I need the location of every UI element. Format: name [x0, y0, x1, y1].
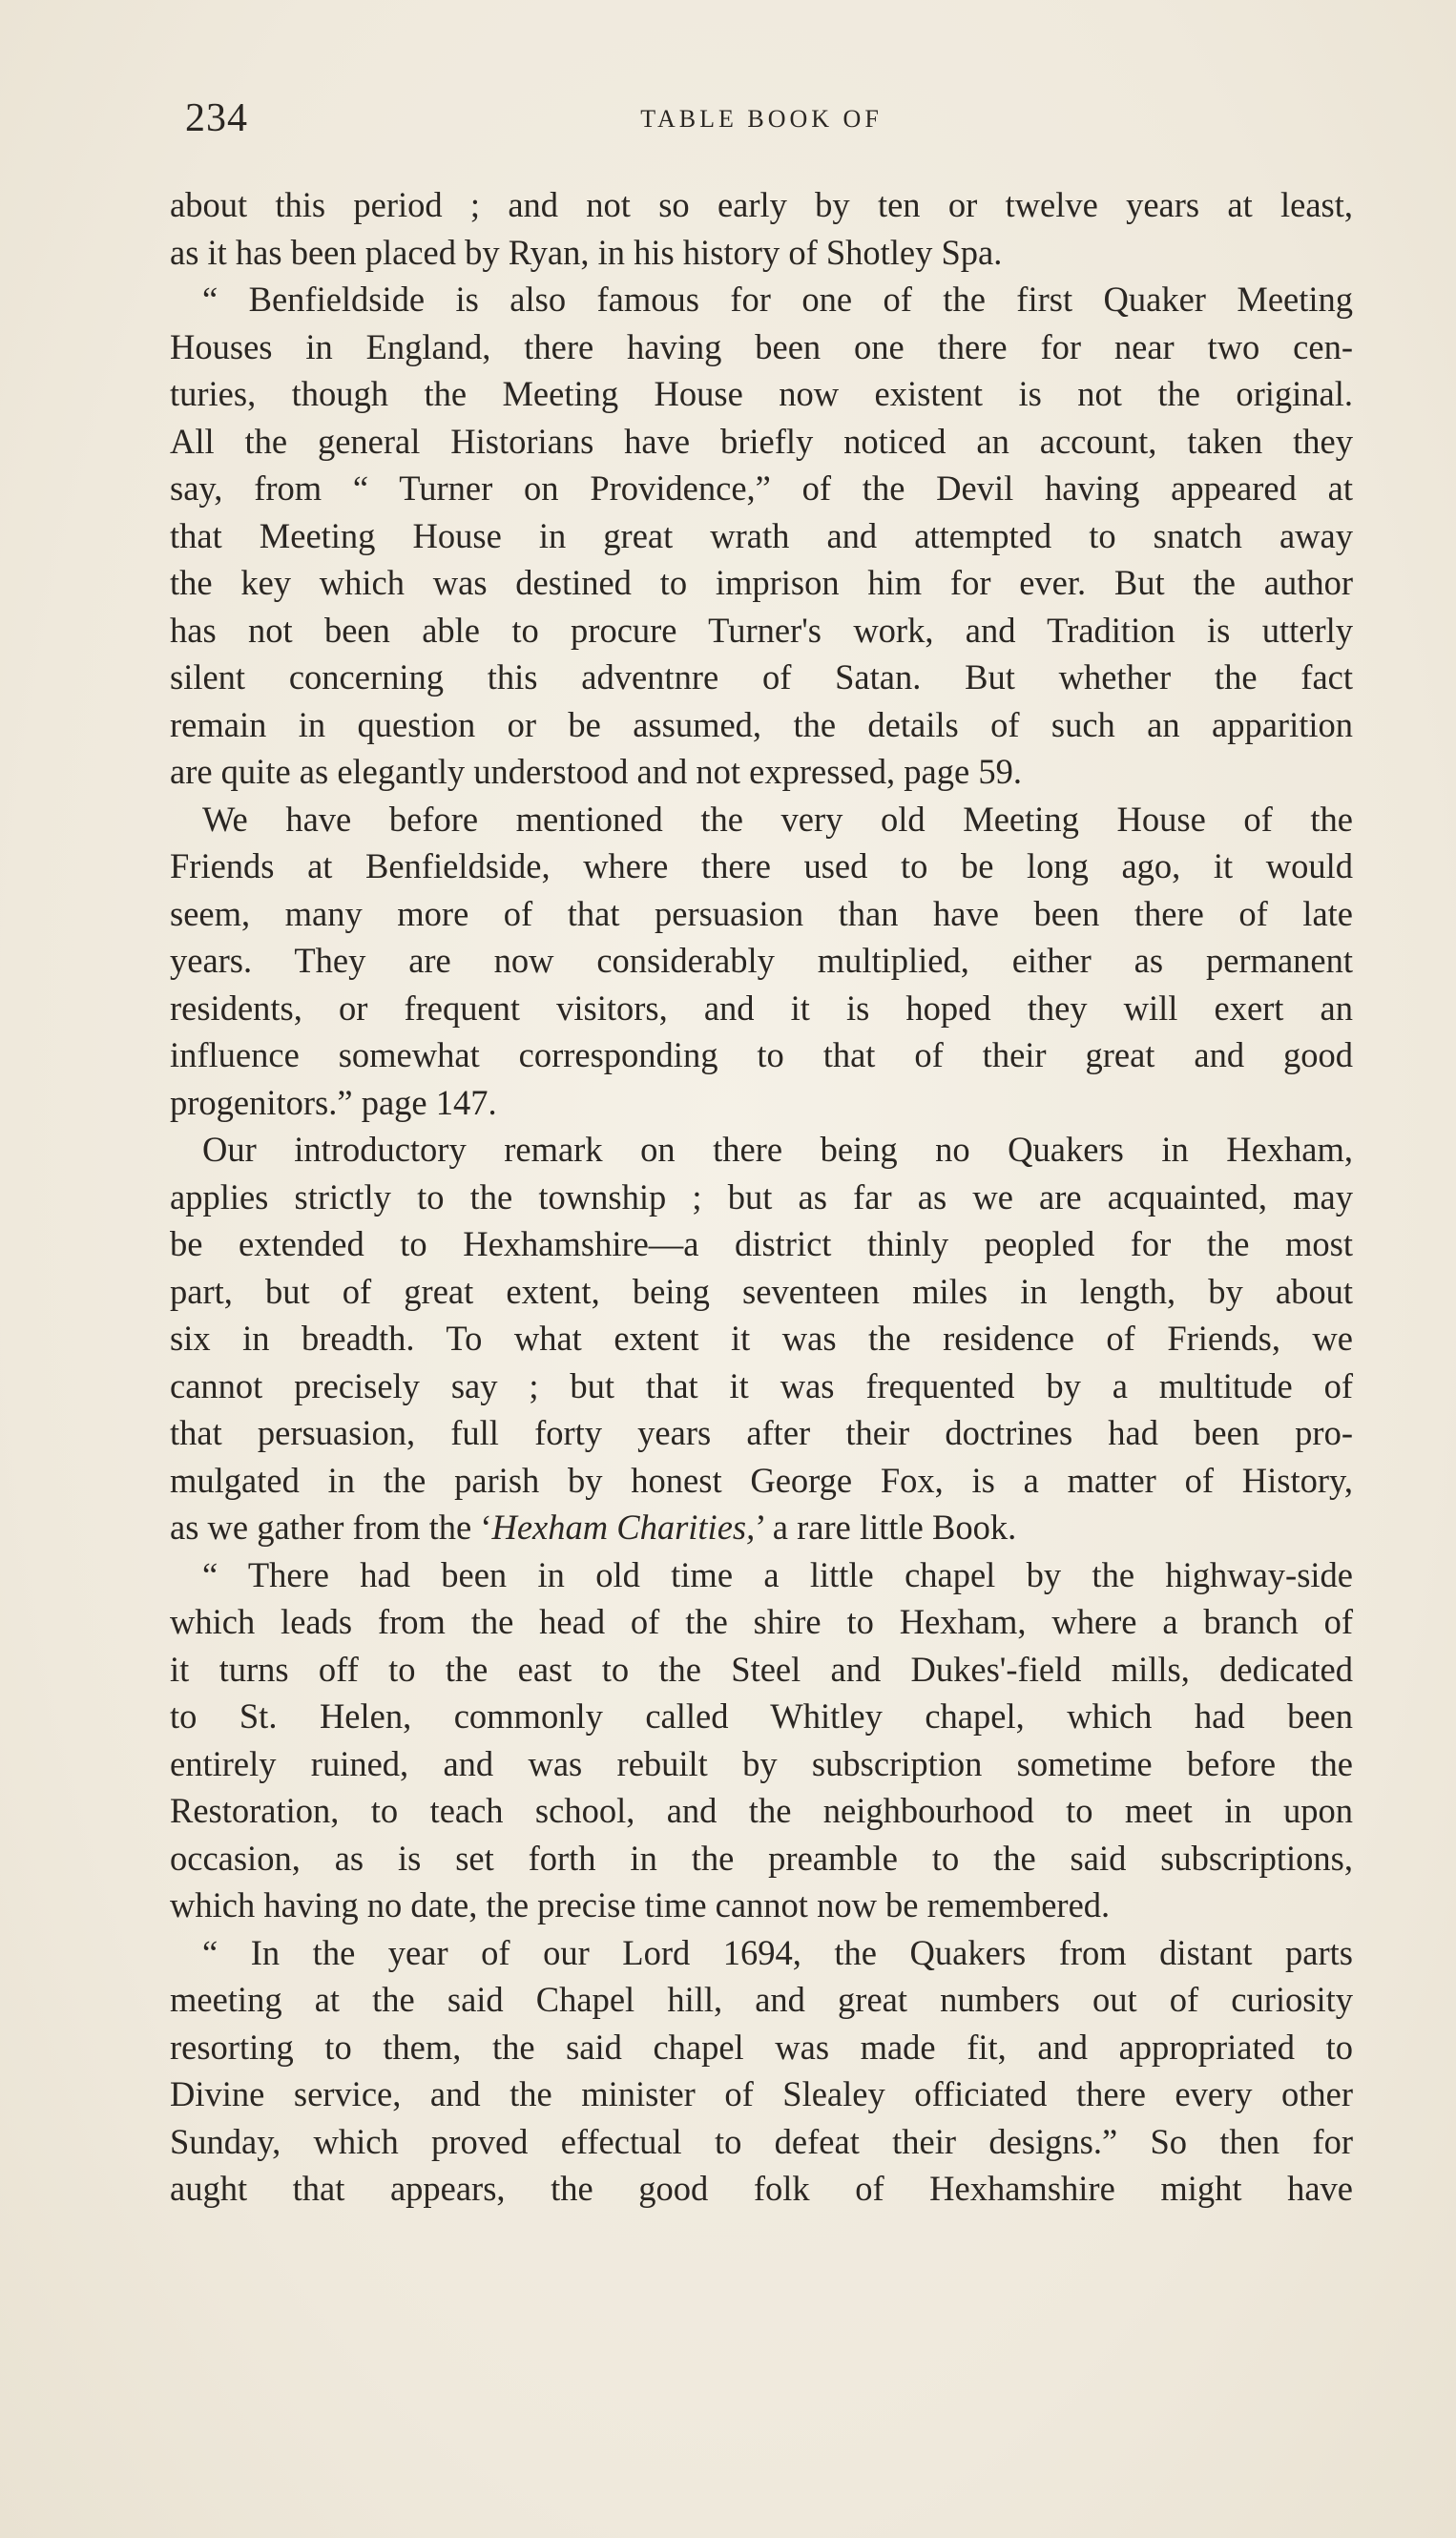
text-line: be extended to Hexhamshire—a district thinly peopled for the most: [170, 1224, 1353, 1263]
text-line: has not been able to procure Turner's work, and Tradition is utterly: [170, 610, 1353, 650]
running-head: [170, 95, 1353, 143]
text-line: aught that appears, the good folk of Hexhamshire might have: [170, 2169, 1353, 2208]
text-line: it turns off to the east to the Steel and Dukes'-field mills, dedicated: [170, 1649, 1353, 1689]
text-line: entirely ruined, and was rebuilt by subscription sometime before the: [170, 1743, 1353, 1783]
text-line: We have before mentioned the very old Meeting House of the: [202, 799, 1353, 839]
text-line: “ There had been in old time a little chapel by the highway-side: [202, 1554, 1353, 1594]
text-line: meeting at the said Chapel hill, and great numbers out of curiosity: [170, 1980, 1353, 2019]
text-line: “ Benfieldside is also famous for one of the first Quaker Meeting: [202, 280, 1353, 319]
text-line: the key which was destined to imprison him for ever. But the author: [170, 563, 1353, 602]
text-line: influence somewhat corresponding to that of their great and good: [170, 1035, 1353, 1074]
text-line: to St. Helen, commonly called Whitley chapel, which had been: [170, 1696, 1353, 1736]
text-line: say, from “ Turner on Providence,” of the Devil having appeared at: [170, 468, 1353, 508]
text-line: progenitors.” page 147.: [170, 1082, 497, 1122]
text-line: “ In the year of our Lord 1694, the Quakers from distant parts: [202, 1932, 1353, 1972]
text-line: cannot precisely say ; but that it was frequented by a multitude of: [170, 1365, 1353, 1405]
text-line: applies strictly to the township ; but as far as we are acquainted, may: [170, 1176, 1353, 1217]
text-line: six in breadth. To what extent it was the residence of Friends, we: [170, 1319, 1353, 1358]
text-line: Restoration, to teach school, and the neighbourhood to meet in upon: [170, 1791, 1353, 1830]
text-line: part, but of great extent, being seventeen miles in length, by about: [170, 1271, 1353, 1311]
text-line: about this period ; and not so early by ten or twelve years at least,: [170, 185, 1353, 224]
text-line: mulgated in the parish by honest George Fox, is a matter of History,: [170, 1460, 1353, 1500]
text-line: All the general Historians have briefly noticed an account, taken they: [170, 421, 1353, 461]
text-segment: as we gather from the ‘: [170, 1508, 492, 1547]
text-line: [170, 1504, 1353, 1551]
text-line: are quite as elegantly understood and not expressed, page 59.: [170, 752, 1022, 791]
text-segment: ’ a rare little Book.: [755, 1508, 1017, 1547]
text-line: occasion, as is set forth in the preamble to the said subscriptions,: [170, 1838, 1353, 1878]
text-line: silent concerning this adventnre of Satan. But whether the fact: [170, 657, 1353, 697]
text-line: as it has been placed by Ryan, in his history of Shotley Spa.: [170, 232, 1003, 272]
body-text: [170, 181, 1353, 2213]
text-line: Friends at Benfieldside, where there used to be long ago, it would: [170, 846, 1353, 885]
text-line: which having no date, the precise time cannot now be remembered.: [170, 1885, 1111, 1924]
text-line: seem, many more of that persuasion than have been there of late: [170, 893, 1353, 933]
text-line: Divine service, and the minister of Slealey officiated there every other: [170, 2074, 1353, 2113]
text-line: resorting to them, the said chapel was made fit, and appropriated to: [170, 2027, 1353, 2067]
text-line: residents, or frequent visitors, and it is hoped they will exert an: [170, 988, 1353, 1028]
text-line: Houses in England, there having been one there for near two cen-: [170, 326, 1353, 366]
page-number: 234: [185, 96, 248, 140]
text-line: turies, though the Meeting House now existent is not the original.: [170, 374, 1353, 413]
text-line: remain in question or be assumed, the details of such an apparition: [170, 704, 1353, 744]
text-line: that persuasion, full forty years after their doctrines had been pro-: [170, 1413, 1353, 1452]
book-title-italic: Hexham Charities,: [491, 1508, 756, 1547]
text-line: that Meeting House in great wrath and attempted to snatch away: [170, 515, 1353, 555]
running-title: TABLE BOOK OF: [640, 105, 883, 133]
text-line: Our introductory remark on there being no Quakers in Hexham,: [202, 1130, 1353, 1169]
text-line: years. They are now considerably multiplied, either as permanent: [170, 941, 1353, 980]
text-line: which leads from the head of the shire to Hexham, where a branch of: [170, 1602, 1353, 1641]
text-line: Sunday, which proved effectual to defeat their designs.” So then for: [170, 2121, 1353, 2161]
